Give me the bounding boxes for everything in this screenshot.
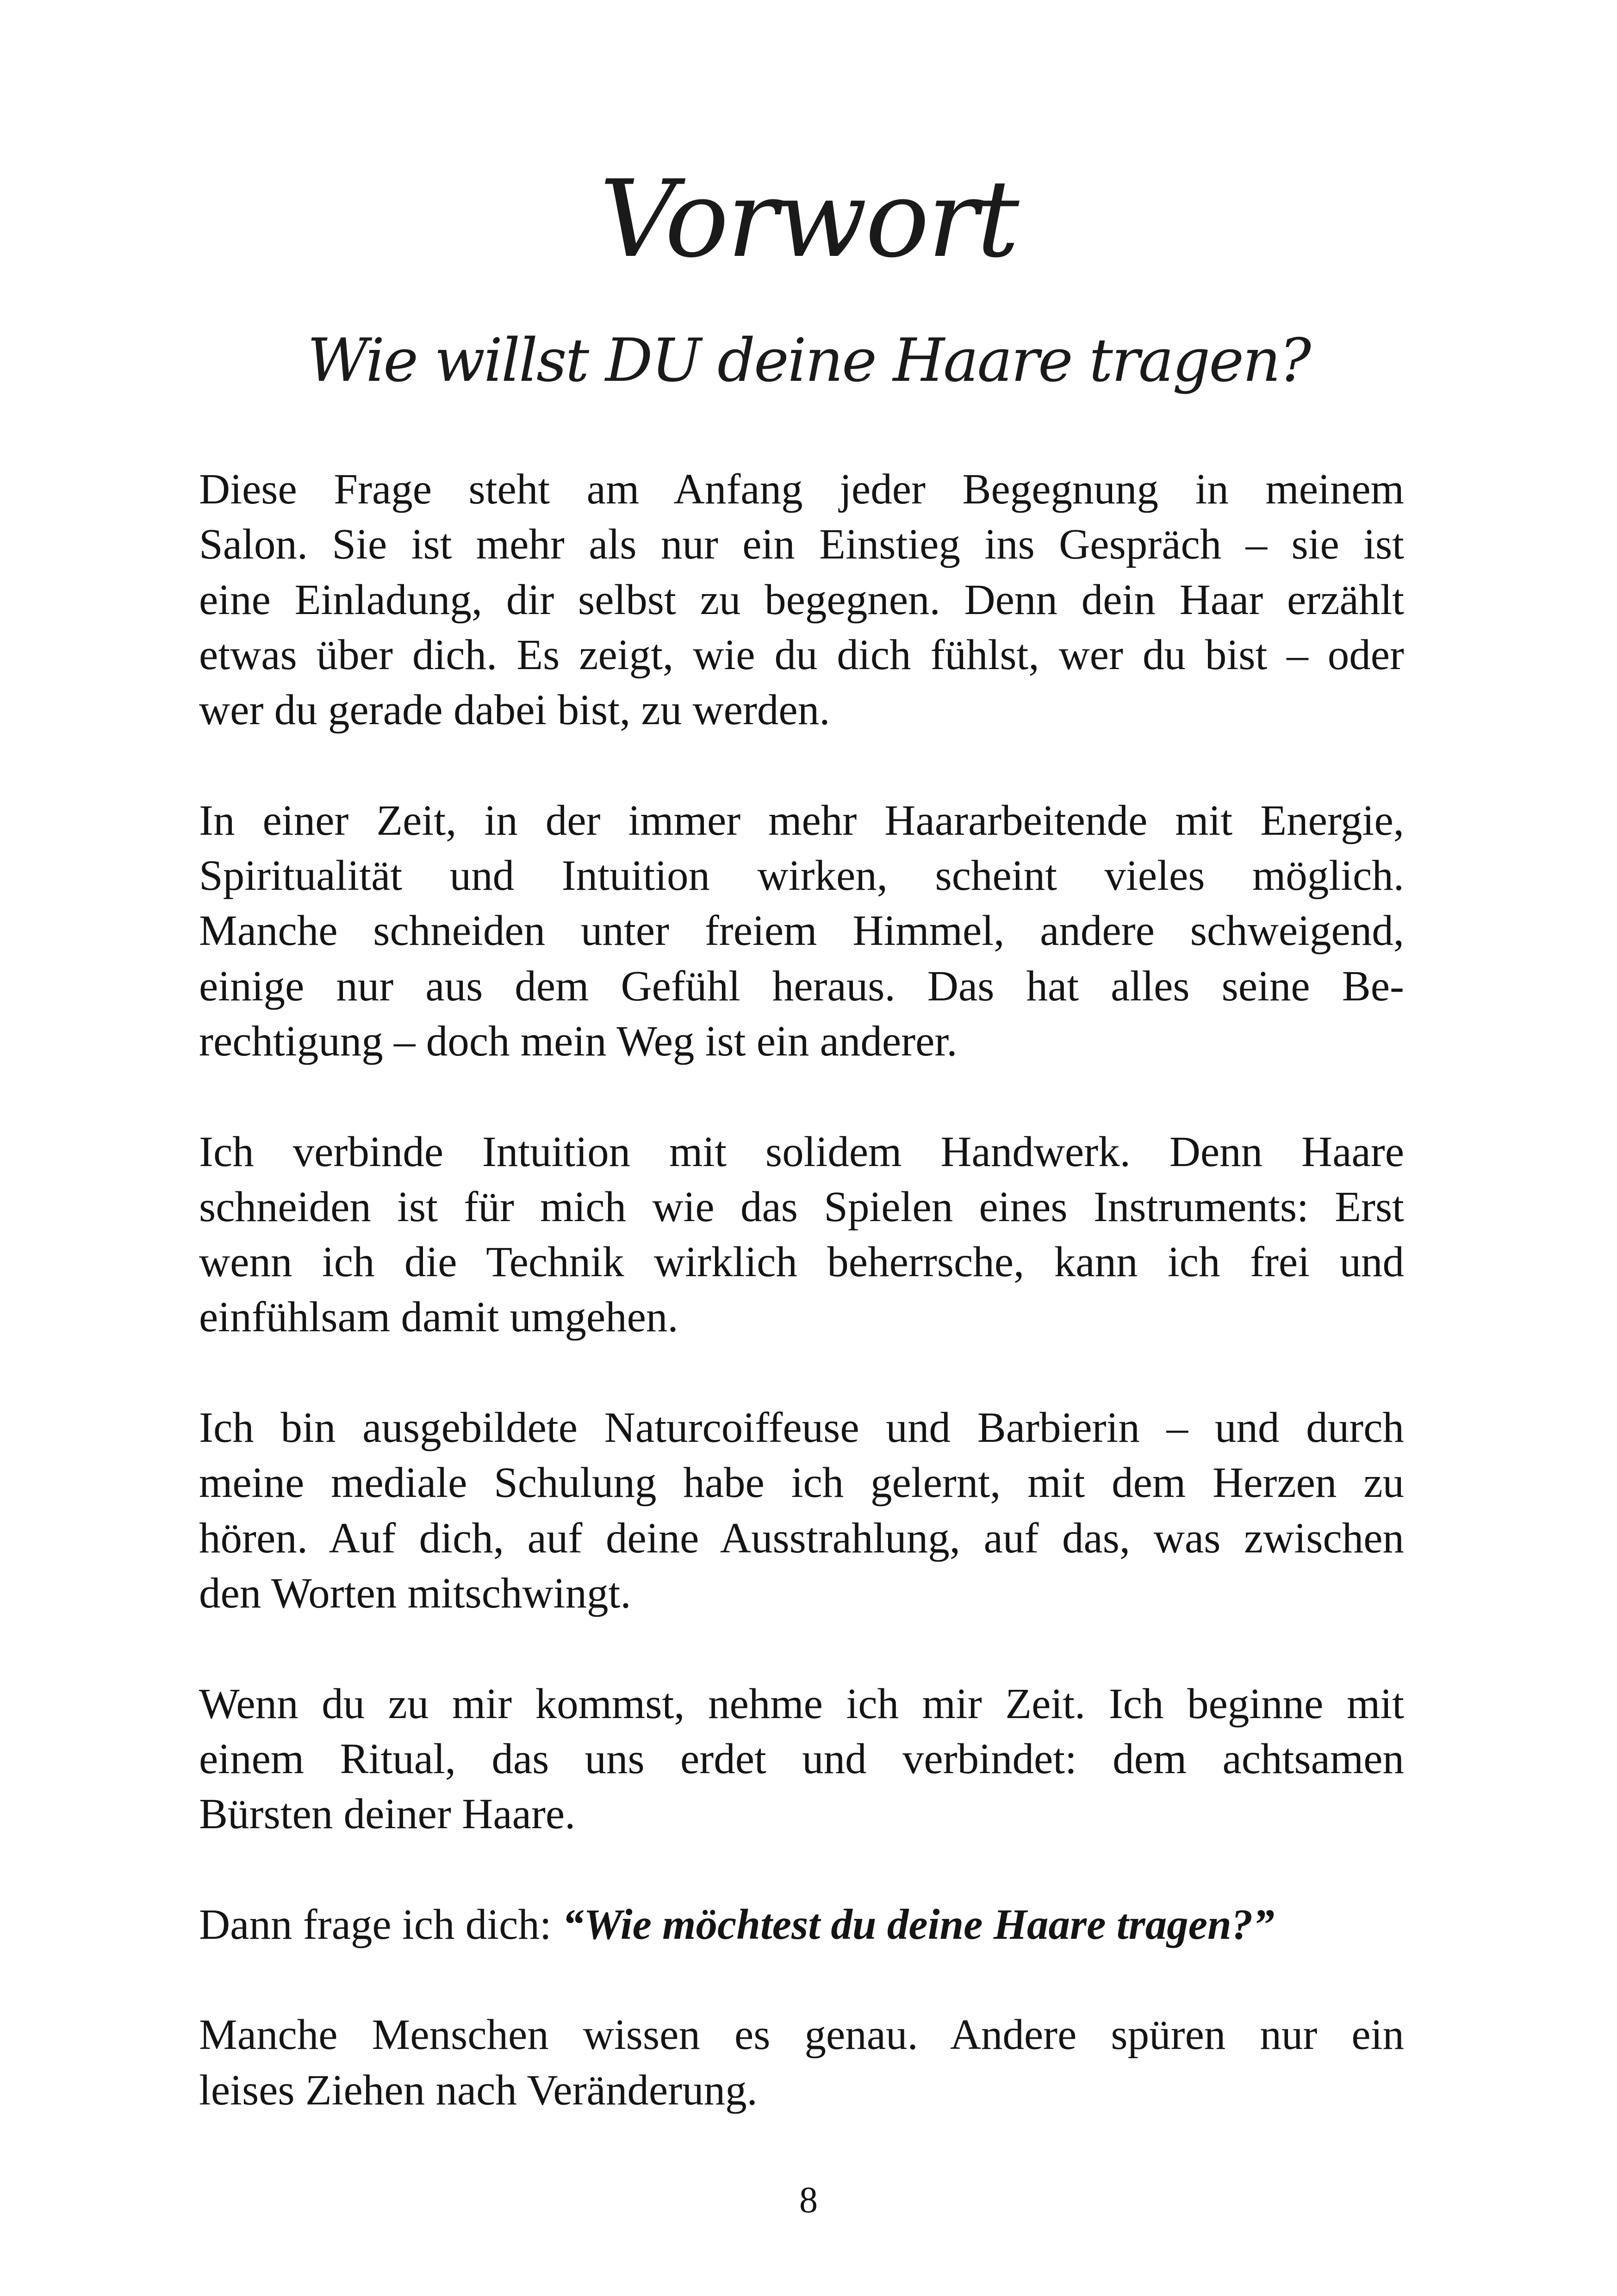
text-line: einem Ritual, das uns erdet und verbindet: dem achtsamen (199, 1735, 1404, 1783)
text-line: etwas über dich. Es zeigt, wie du dich fühlst, wer du bist – oder (199, 631, 1404, 679)
text-line: Wenn du zu mir kommst, nehme ich mir Zeit. Ich beginne mit (199, 1680, 1404, 1728)
text-line: Manche schneiden unter freiem Himmel, andere schweigend, (199, 907, 1404, 955)
chapter-subtitle: Wie willst DU deine Haare tragen? (307, 326, 1310, 395)
text-line: den Worten mitschwingt. (199, 1569, 631, 1617)
paragraph (199, 793, 1404, 1069)
text-segment: Dann frage ich dich: (199, 1900, 563, 1948)
text-line: hören. Auf dich, auf deine Ausstrahlung, auf das, was zwischen (199, 1514, 1404, 1562)
text-line: schneiden ist für mich wie das Spielen eines Instruments: Erst (199, 1183, 1404, 1231)
text-line: Ich bin ausgebildete Naturcoiffeuse und Barbierin – und durch (199, 1404, 1404, 1452)
text-line (199, 1897, 1404, 1952)
chapter-title: Vorwort (599, 158, 1018, 281)
paragraph (199, 2007, 1404, 2118)
text-line: Salon. Sie ist mehr als nur ein Einstieg ins Gespräch – sie ist (199, 521, 1404, 569)
text-line: Spiritualität und Intuition wirken, scheint vieles möglich. (199, 852, 1404, 900)
body-text (199, 462, 1404, 2118)
text-line: wer du gerade dabei bist, zu werden. (199, 686, 830, 734)
text-line: einfühlsam damit umgehen. (199, 1293, 678, 1341)
emphasized-quote: “Wie möchtest du deine Haare tragen?” (562, 1900, 1275, 1948)
text-line: meine mediale Schulung habe ich gelernt, mit dem Herzen zu (199, 1459, 1404, 1507)
text-line: In einer Zeit, in der immer mehr Haararbeitende mit Energie, (199, 796, 1404, 844)
paragraph (199, 1124, 1404, 1345)
text-line: leises Ziehen nach Veränderung. (199, 2066, 758, 2114)
paragraph (199, 1676, 1404, 1842)
text-line: Ich verbinde Intuition mit solidem Handwerk. Denn Haare (199, 1128, 1404, 1176)
text-line: Diese Frage steht am Anfang jeder Begegnung in meinem (199, 465, 1404, 513)
text-line: einige nur aus dem Gefühl heraus. Das hat alles seine Be- (199, 962, 1404, 1010)
text-line: eine Einladung, dir selbst zu begegnen. Denn dein Haar erzählt (199, 576, 1404, 624)
text-line: Bürsten deiner Haare. (199, 1790, 576, 1838)
paragraph (199, 1400, 1404, 1621)
page-number: 8 (799, 2180, 818, 2221)
text-line: Manche Menschen wissen es genau. Andere spüren nur ein (199, 2011, 1404, 2059)
text-line: wenn ich die Technik wirklich beherrsche, kann ich frei und (199, 1238, 1404, 1286)
text-line: rechtigung – doch mein Weg ist ein anderer. (199, 1017, 958, 1065)
paragraph (199, 1897, 1404, 1952)
paragraph (199, 462, 1404, 738)
